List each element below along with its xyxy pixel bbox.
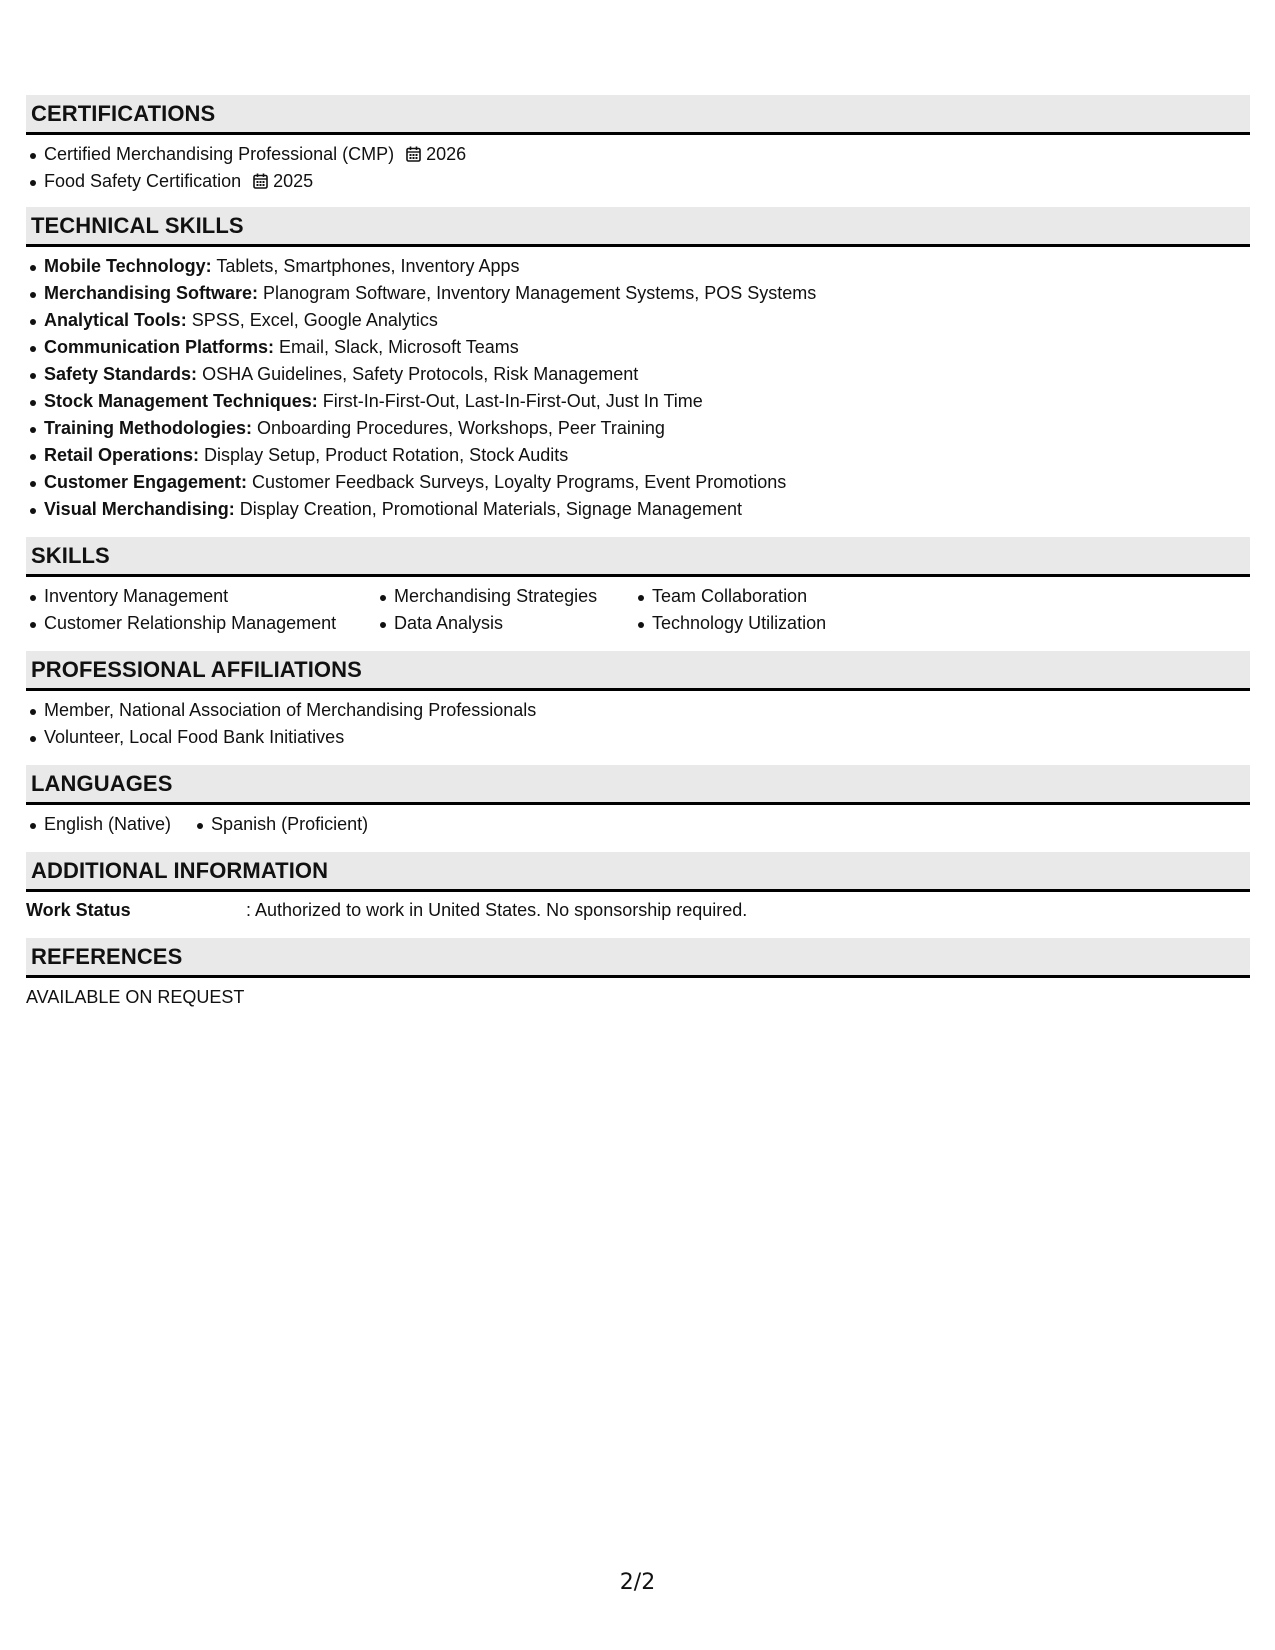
certifications-heading: CERTIFICATIONS <box>26 95 1250 135</box>
list-item: Volunteer, Local Food Bank Initiatives <box>26 724 1250 751</box>
list-item <box>26 334 1250 361</box>
technical-skills-section <box>26 207 1250 523</box>
languages-list <box>26 805 1250 838</box>
skill-label: Visual Merchandising: <box>44 499 235 519</box>
skill-value: First-In-First-Out, Last-In-First-Out, Just In Time <box>322 391 703 411</box>
list-item: Technology Utilization <box>634 610 934 637</box>
skills-column <box>634 583 934 637</box>
languages-heading: LANGUAGES <box>26 765 1250 805</box>
list-item <box>26 253 1250 280</box>
skill-value: Display Setup, Product Rotation, Stock Audits <box>204 445 569 465</box>
certifications-list <box>26 135 1250 195</box>
skill-value: OSHA Guidelines, Safety Protocols, Risk Management <box>202 364 639 384</box>
list-item <box>26 442 1250 469</box>
skills-columns <box>26 577 1250 637</box>
list-item <box>26 168 1250 195</box>
list-item <box>26 280 1250 307</box>
skill-value: Planogram Software, Inventory Management Systems, POS Systems <box>263 283 817 303</box>
technical-skills-list <box>26 247 1250 523</box>
skills-column <box>376 583 634 637</box>
resume-page <box>26 95 1250 1011</box>
skill-value: SPSS, Excel, Google Analytics <box>191 310 438 330</box>
work-status-label: Work Status <box>26 900 131 920</box>
list-item <box>26 496 1250 523</box>
affiliations-heading: PROFESSIONAL AFFILIATIONS <box>26 651 1250 691</box>
skill-label: Safety Standards: <box>44 364 198 384</box>
skill-value: Onboarding Procedures, Workshops, Peer Training <box>257 418 665 438</box>
list-item <box>26 361 1250 388</box>
list-item <box>26 415 1250 442</box>
list-item <box>26 307 1250 334</box>
skill-label: Retail Operations: <box>44 445 200 465</box>
skill-label: Training Methodologies: <box>44 418 252 438</box>
skill-value: Customer Feedback Surveys, Loyalty Programs, Event Promotions <box>252 472 787 492</box>
skill-value: Display Creation, Promotional Materials, Signage Management <box>239 499 742 519</box>
page-number: 2/2 <box>619 1570 656 1595</box>
skill-label: Customer Engagement: <box>44 472 248 492</box>
references-text: AVAILABLE ON REQUEST <box>26 987 245 1007</box>
list-item: Customer Relationship Management <box>26 610 376 637</box>
list-item <box>26 388 1250 415</box>
list-item: Data Analysis <box>376 610 634 637</box>
skills-section <box>26 537 1250 637</box>
skill-label: Stock Management Techniques: <box>44 391 318 411</box>
list-item <box>26 141 1250 168</box>
list-item: Inventory Management <box>26 583 376 610</box>
certification-year: 2026 <box>426 144 467 164</box>
certification-name: Food Safety Certification <box>44 171 242 191</box>
list-item: Team Collaboration <box>634 583 934 610</box>
work-status-row <box>26 892 1250 924</box>
skill-label: Mobile Technology: <box>44 256 212 276</box>
list-item: Spanish (Proficient) <box>193 811 368 838</box>
languages-section <box>26 765 1250 838</box>
skill-value: Tablets, Smartphones, Inventory Apps <box>216 256 520 276</box>
affiliations-section <box>26 651 1250 751</box>
skills-column <box>26 583 376 637</box>
skill-label: Communication Platforms: <box>44 337 275 357</box>
skills-heading: SKILLS <box>26 537 1250 577</box>
list-item: English (Native) <box>26 811 171 838</box>
references-heading: REFERENCES <box>26 938 1250 978</box>
certifications-section <box>26 95 1250 195</box>
skill-value: Email, Slack, Microsoft Teams <box>279 337 519 357</box>
additional-info-heading: ADDITIONAL INFORMATION <box>26 852 1250 892</box>
list-item: Member, National Association of Merchandising Professionals <box>26 697 1250 724</box>
technical-skills-heading: TECHNICAL SKILLS <box>26 207 1250 247</box>
certification-name: Certified Merchandising Professional (CMP) <box>44 144 395 164</box>
references-section <box>26 938 1250 1011</box>
additional-info-section <box>26 852 1250 924</box>
affiliations-list <box>26 691 1250 751</box>
skill-label: Analytical Tools: <box>44 310 187 330</box>
work-status-value: : Authorized to work in United States. No sponsorship required. <box>246 900 748 920</box>
calendar-icon <box>253 173 268 189</box>
skill-label: Merchandising Software: <box>44 283 259 303</box>
certification-year: 2025 <box>273 171 314 191</box>
list-item <box>26 469 1250 496</box>
calendar-icon <box>406 146 421 162</box>
list-item: Merchandising Strategies <box>376 583 634 610</box>
